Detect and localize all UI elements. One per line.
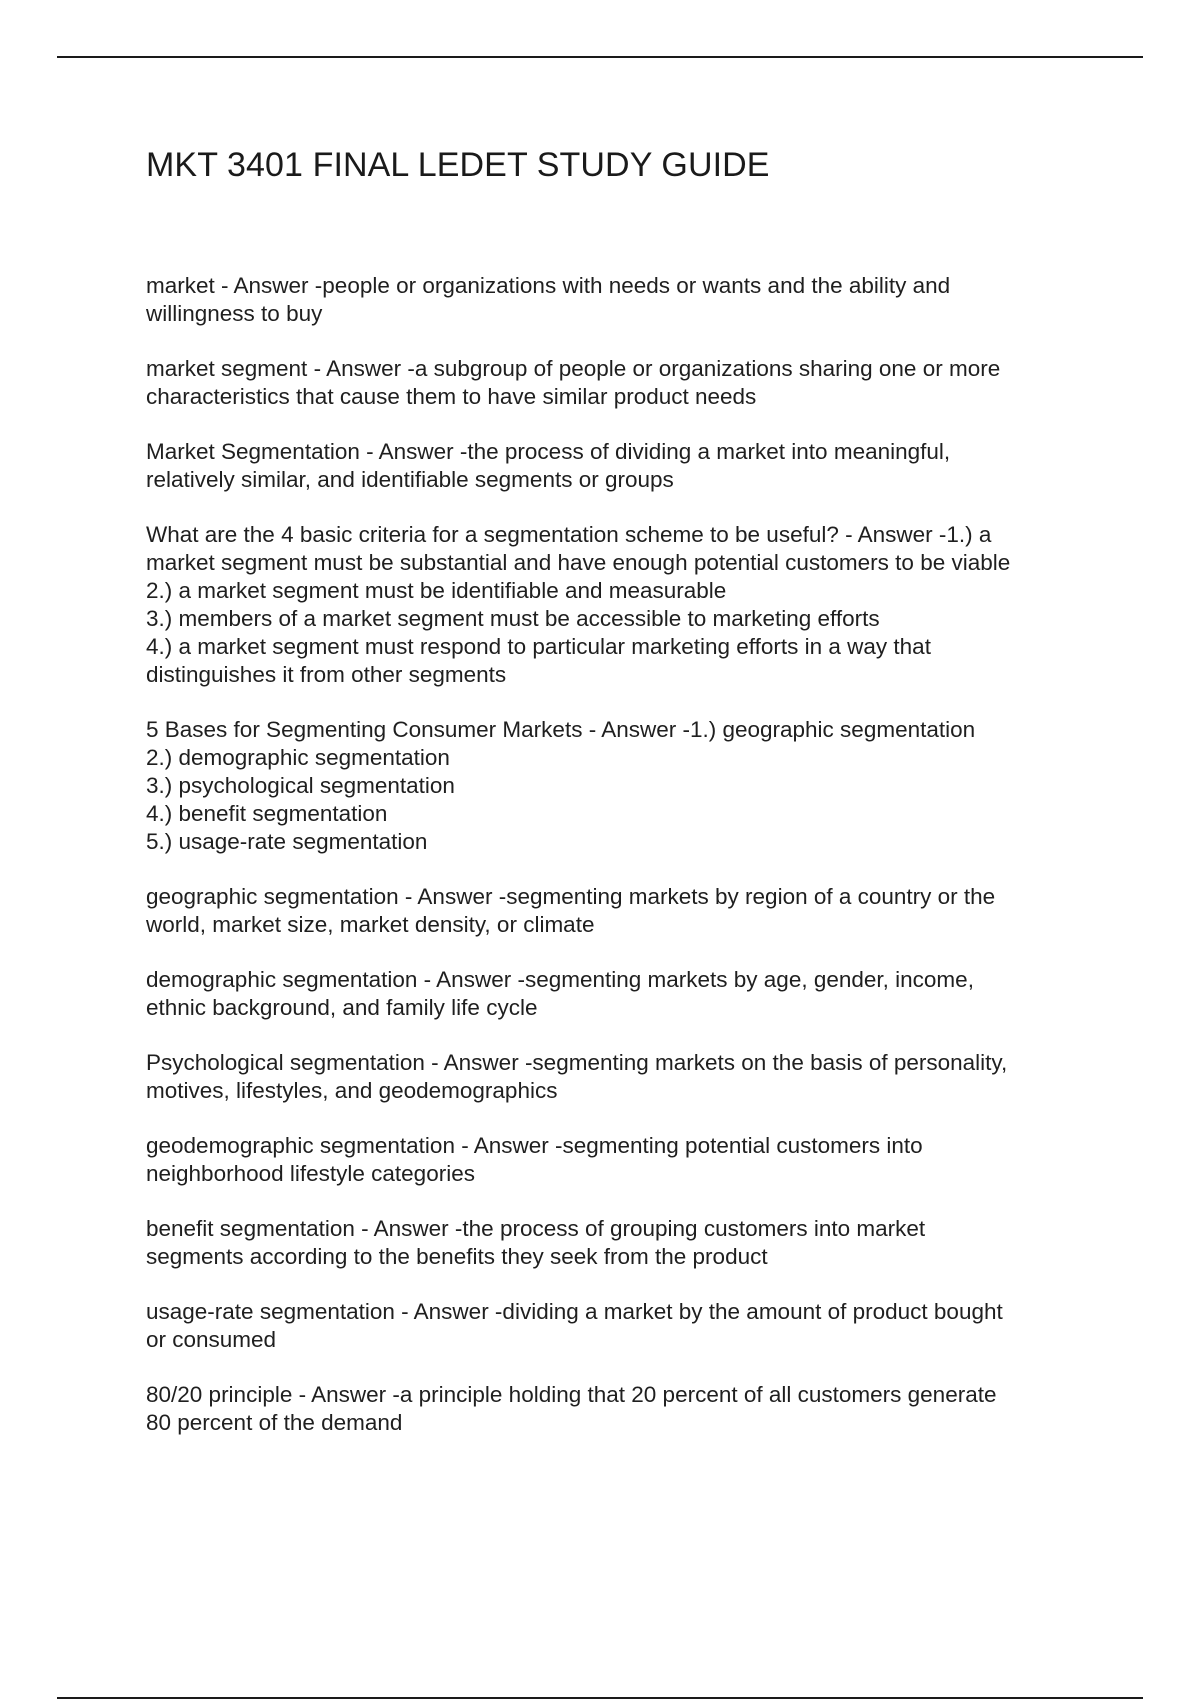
entry-line: neighborhood lifestyle categories xyxy=(146,1161,475,1186)
bottom-rule xyxy=(57,1697,1143,1699)
page-title: MKT 3401 FINAL LEDET STUDY GUIDE xyxy=(146,146,770,184)
entry-line: 80/20 principle - Answer -a principle holding that 20 percent of all customers generate xyxy=(146,1382,997,1407)
study-entry xyxy=(146,1381,1096,1437)
entry-line: market segment - Answer -a subgroup of people or organizations sharing one or more xyxy=(146,356,1001,381)
entry-list xyxy=(146,272,1096,1464)
study-entry xyxy=(146,883,1096,939)
entry-line: 3.) psychological segmentation xyxy=(146,773,455,798)
entry-line: 5.) usage-rate segmentation xyxy=(146,829,428,854)
entry-line: 3.) members of a market segment must be accessible to marketing efforts xyxy=(146,606,880,631)
entry-line: distinguishes it from other segments xyxy=(146,662,507,687)
entry-line: or consumed xyxy=(146,1327,277,1352)
entry-line: 2.) demographic segmentation xyxy=(146,745,450,770)
entry-line: Market Segmentation - Answer -the process of dividing a market into meaningful, xyxy=(146,439,951,464)
entry-line: 2.) a market segment must be identifiable and measurable xyxy=(146,578,727,603)
entry-line: segments according to the benefits they seek from the product xyxy=(146,1244,768,1269)
entry-line: geodemographic segmentation - Answer -segmenting potential customers into xyxy=(146,1133,923,1158)
entry-line: willingness to buy xyxy=(146,301,323,326)
entry-line: world, market size, market density, or climate xyxy=(146,912,595,937)
entry-line: motives, lifestyles, and geodemographics xyxy=(146,1078,558,1103)
entry-line: Psychological segmentation - Answer -segmenting markets on the basis of personality, xyxy=(146,1050,1008,1075)
study-entry xyxy=(146,272,1096,328)
study-entry xyxy=(146,716,1096,856)
entry-line: benefit segmentation - Answer -the process of grouping customers into market xyxy=(146,1216,926,1241)
study-entry xyxy=(146,1298,1096,1354)
entry-line: 80 percent of the demand xyxy=(146,1410,403,1435)
top-rule xyxy=(57,56,1143,58)
entry-line: usage-rate segmentation - Answer -dividing a market by the amount of product bought xyxy=(146,1299,1003,1324)
entry-line: demographic segmentation - Answer -segmenting markets by age, gender, income, xyxy=(146,967,974,992)
study-entry xyxy=(146,1132,1096,1188)
entry-line: 4.) a market segment must respond to particular marketing efforts in a way that xyxy=(146,634,931,659)
entry-line: relatively similar, and identifiable segments or groups xyxy=(146,467,674,492)
study-entry xyxy=(146,438,1096,494)
entry-line: 4.) benefit segmentation xyxy=(146,801,388,826)
entry-line: geographic segmentation - Answer -segmenting markets by region of a country or the xyxy=(146,884,996,909)
entry-line: ethnic background, and family life cycle xyxy=(146,995,538,1020)
study-entry xyxy=(146,1049,1096,1105)
study-entry xyxy=(146,966,1096,1022)
entry-line: What are the 4 basic criteria for a segmentation scheme to be useful? - Answer -1.) a xyxy=(146,522,992,547)
entry-line: market - Answer -people or organizations with needs or wants and the ability and xyxy=(146,273,951,298)
study-entry xyxy=(146,1215,1096,1271)
entry-line: 5 Bases for Segmenting Consumer Markets - Answer -1.) geographic segmentation xyxy=(146,717,976,742)
study-entry xyxy=(146,521,1096,689)
entry-line: market segment must be substantial and have enough potential customers to be viable xyxy=(146,550,1011,575)
study-entry xyxy=(146,355,1096,411)
entry-line: characteristics that cause them to have similar product needs xyxy=(146,384,757,409)
